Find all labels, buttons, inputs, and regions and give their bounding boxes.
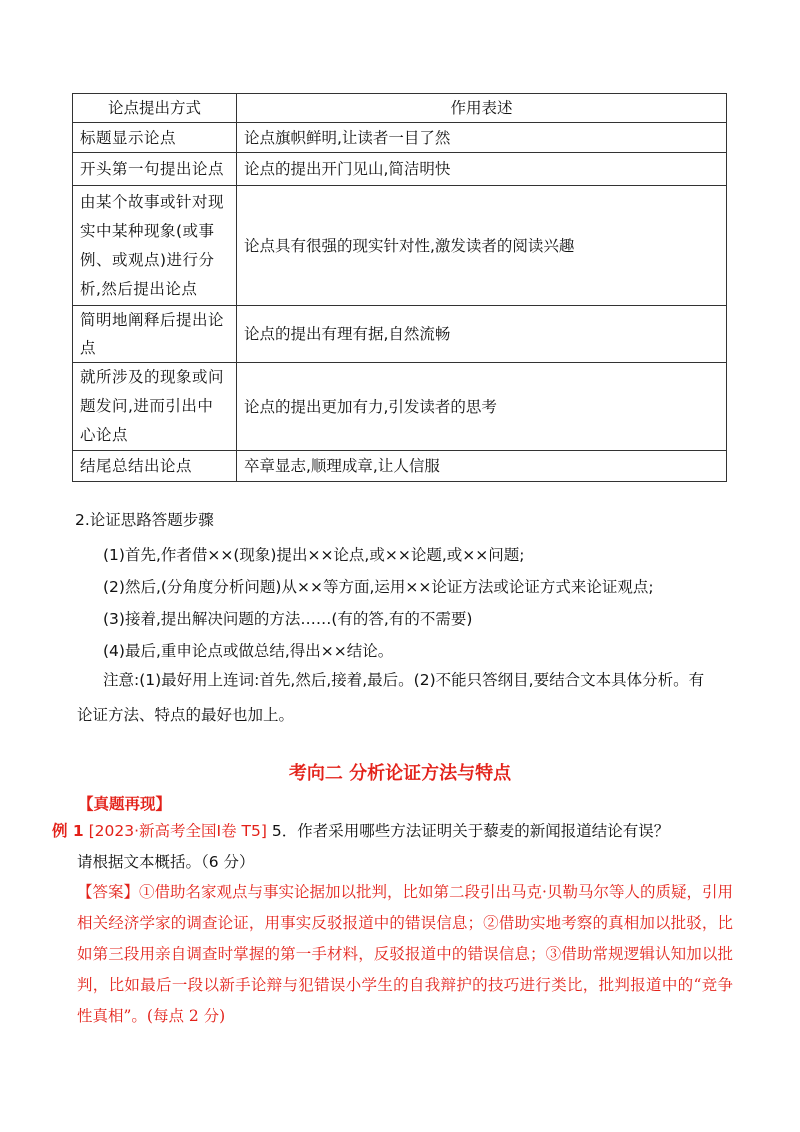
section-title: 考向二 分析论证方法与特点	[288, 763, 512, 784]
table-cell-effect: 论点旗帜鲜明,让读者一目了然	[237, 123, 727, 153]
table-row	[73, 123, 727, 153]
step-item: (4)最后,重申论点或做总结,得出××结论。	[103, 642, 394, 660]
example-question-text: 5．作者采用哪些方法证明关于藜麦的新闻报道结论有误？	[271, 822, 670, 840]
step-item: (1)首先,作者借××(现象)提出××论点,或××论题,或××问题;	[103, 546, 525, 564]
table-header-effect: 作用表述	[237, 94, 727, 123]
example-source: [2023·新高考全国Ⅰ卷 T5]	[88, 822, 267, 840]
table-header-method: 论点提出方式	[73, 94, 237, 123]
table-cell-method: 结尾总结出论点	[73, 451, 237, 482]
table-cell-method: 就所涉及的现象或问题发问,进而引出中心论点	[73, 363, 237, 451]
table-cell-method: 开头第一句提出论点	[73, 153, 237, 186]
steps-heading: 2.论证思路答题步骤	[75, 511, 214, 529]
table-cell-method: 标题显示论点	[73, 123, 237, 153]
answer-text: ①借助名家观点与事实论据加以批判，比如第二段引出马克·贝勒马尔等人的质疑，引用相关经济学家的调查论证，用事实反驳报道中的错误信息；②借助实地考察的真相加以批驳，比如第三段用亲自调查时掌握的第一手材料，反驳报道中的错误信息；③借助常规逻辑认知加以批判，比如最后一段以新手论辩与犯错误小学生的自我辩护的技巧进行类比，批判报道中的“竞争性真相”。(每点 2 分)	[77, 883, 733, 1025]
table-cell-effect: 论点具有很强的现实针对性,激发读者的阅读兴趣	[237, 186, 727, 306]
table-cell-method: 由某个故事或针对现实中某种现象(或事例、或观点)进行分析,然后提出论点	[73, 186, 237, 306]
note-text-line1: 注意:(1)最好用上连词:首先,然后,接着,最后。(2)不能只答纲目,要结合文本具体分析。有	[103, 671, 705, 689]
table-row	[73, 153, 727, 186]
real-question-label: 【真题再现】	[78, 795, 172, 813]
table-cell-effect: 论点的提出有理有据,自然流畅	[237, 306, 727, 363]
table-header-row	[73, 94, 727, 123]
table-cell-method: 简明地阐释后提出论点	[73, 306, 237, 363]
argument-method-table	[72, 93, 727, 482]
example-label: 例 1	[52, 822, 84, 840]
example-question	[52, 819, 669, 841]
table-row	[73, 363, 727, 451]
note-text-line2: 论证方法、特点的最好也加上。	[77, 706, 295, 724]
step-item: (2)然后,(分角度分析问题)从××等方面,运用××论证方法或论证方式来论证观点;	[103, 578, 654, 596]
step-item: (3)接着,提出解决问题的方法……(有的答,有的不需要)	[103, 610, 473, 628]
table-cell-effect: 论点的提出更加有力,引发读者的思考	[237, 363, 727, 451]
table-row	[73, 306, 727, 363]
table-cell-effect: 论点的提出开门见山,简洁明快	[237, 153, 727, 186]
answer-tag: 【答案】	[77, 883, 140, 901]
table-row	[73, 186, 727, 306]
answer-block	[77, 877, 733, 1032]
table-row	[73, 451, 727, 482]
example-question-line2: 请根据文本概括。（6 分）	[77, 853, 255, 871]
table-cell-effect: 卒章显志,顺理成章,让人信服	[237, 451, 727, 482]
